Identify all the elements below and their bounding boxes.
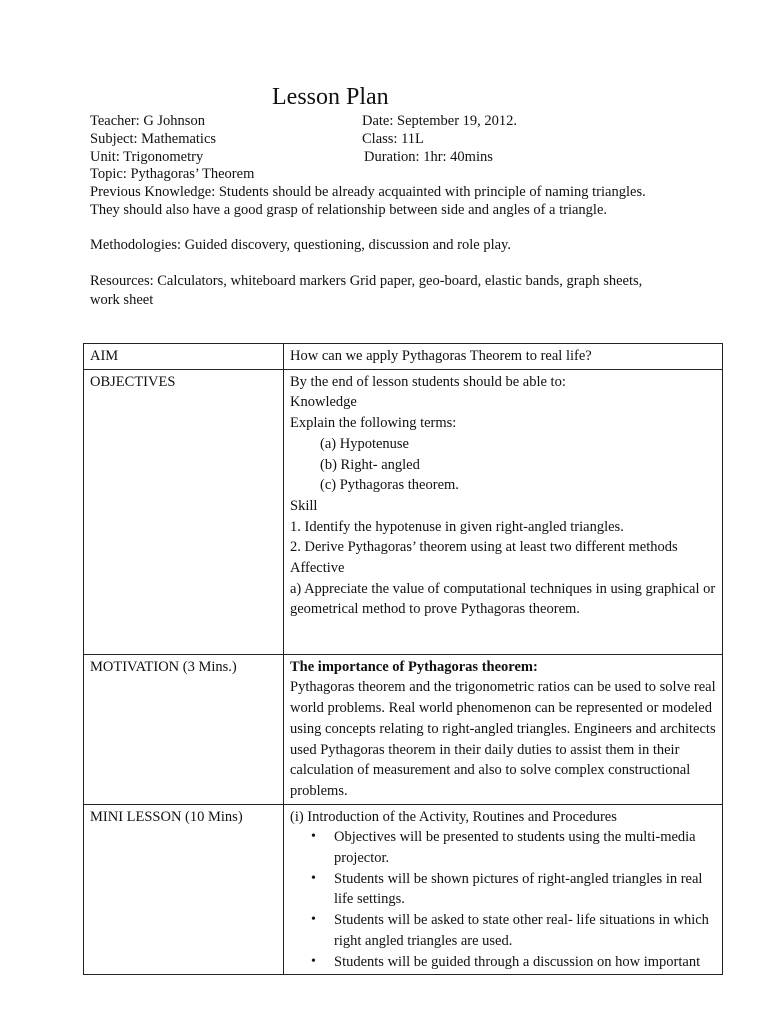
aim-row <box>84 344 723 370</box>
knowledge-heading: Knowledge <box>290 394 357 411</box>
mini-lesson-bullets <box>290 827 716 972</box>
page-title: Lesson Plan <box>272 84 389 110</box>
term-c: (c) Pythagoras theorem. <box>320 477 459 494</box>
list-item: • Students will be guided through a discussion on how important <box>334 952 716 973</box>
motivation-content <box>284 654 723 804</box>
objectives-content <box>284 369 723 654</box>
objectives-label: OBJECTIVES <box>84 369 284 654</box>
methodologies-line: Methodologies: Guided discovery, questioning, discussion and role play. <box>90 237 511 253</box>
resources-line-2: work sheet <box>90 292 154 308</box>
list-item: • Students will be asked to state other real- life situations in which right angled triangles are used. <box>334 910 716 951</box>
list-item: • Students will be shown pictures of right-angled triangles in real life settings. <box>334 869 716 910</box>
skill-heading: Skill <box>290 497 318 514</box>
date-line: Date: September 19, 2012. <box>362 113 518 129</box>
motivation-heading: The importance of Pythagoras theorem: <box>290 658 538 675</box>
objectives-row <box>84 369 723 654</box>
skill-2: 2. Derive Pythagoras’ theorem using at least two different methods <box>290 539 678 556</box>
topic-line: Topic: Pythagoras’ Theorem <box>90 166 255 182</box>
term-b: (b) Right- angled <box>320 456 420 473</box>
teacher-line: Teacher: G Johnson <box>90 113 205 129</box>
mini-lesson-label: MINI LESSON (10 Mins) <box>84 804 284 975</box>
motivation-label: MOTIVATION (3 Mins.) <box>84 654 284 804</box>
previous-knowledge-line-1: Previous Knowledge: Students should be already acquainted with principle of naming triangles. <box>90 184 646 200</box>
aim-text: How can we apply Pythagoras Theorem to real life? <box>284 344 723 370</box>
motivation-row <box>84 654 723 804</box>
resources-line-1: Resources: Calculators, whiteboard markers Grid paper, geo-board, elastic bands, graph sheets, <box>90 273 643 289</box>
mini-lesson-intro: (i) Introduction of the Activity, Routines and Procedures <box>290 808 617 825</box>
mini-lesson-content <box>284 804 723 975</box>
affective-heading: Affective <box>290 560 345 577</box>
previous-knowledge-line-2: They should also have a good grasp of relationship between side and angles of a triangle. <box>90 202 608 218</box>
duration-line: Duration: 1hr: 40mins <box>364 149 493 165</box>
objectives-intro: By the end of lesson students should be able to: <box>290 373 566 390</box>
subject-line: Subject: Mathematics <box>90 131 217 147</box>
lesson-plan-table <box>83 343 723 975</box>
mini-lesson-row <box>84 804 723 975</box>
affective-a: a) Appreciate the value of computational techniques in using graphical or geometrical method to prove Pythagoras theorem. <box>290 580 716 618</box>
explain-terms: Explain the following terms: <box>290 415 457 432</box>
class-line: Class: 11L <box>362 131 424 147</box>
list-item: • Objectives will be presented to students using the multi-media projector. <box>334 827 716 868</box>
aim-label: AIM <box>84 344 284 370</box>
unit-line: Unit: Trigonometry <box>90 149 204 165</box>
skill-1: 1. Identify the hypotenuse in given right-angled triangles. <box>290 518 624 535</box>
motivation-body: Pythagoras theorem and the trigonometric ratios can be used to solve real world problems. Real world phenomenon can be represented or modeled using concepts relating to right-angled triangles. Engineers and architects used Pythagoras theorem in their daily duties to assist them in their calculation of measurement and also to solve complex constructional problems. <box>290 679 716 799</box>
term-a: (a) Hypotenuse <box>320 435 409 452</box>
